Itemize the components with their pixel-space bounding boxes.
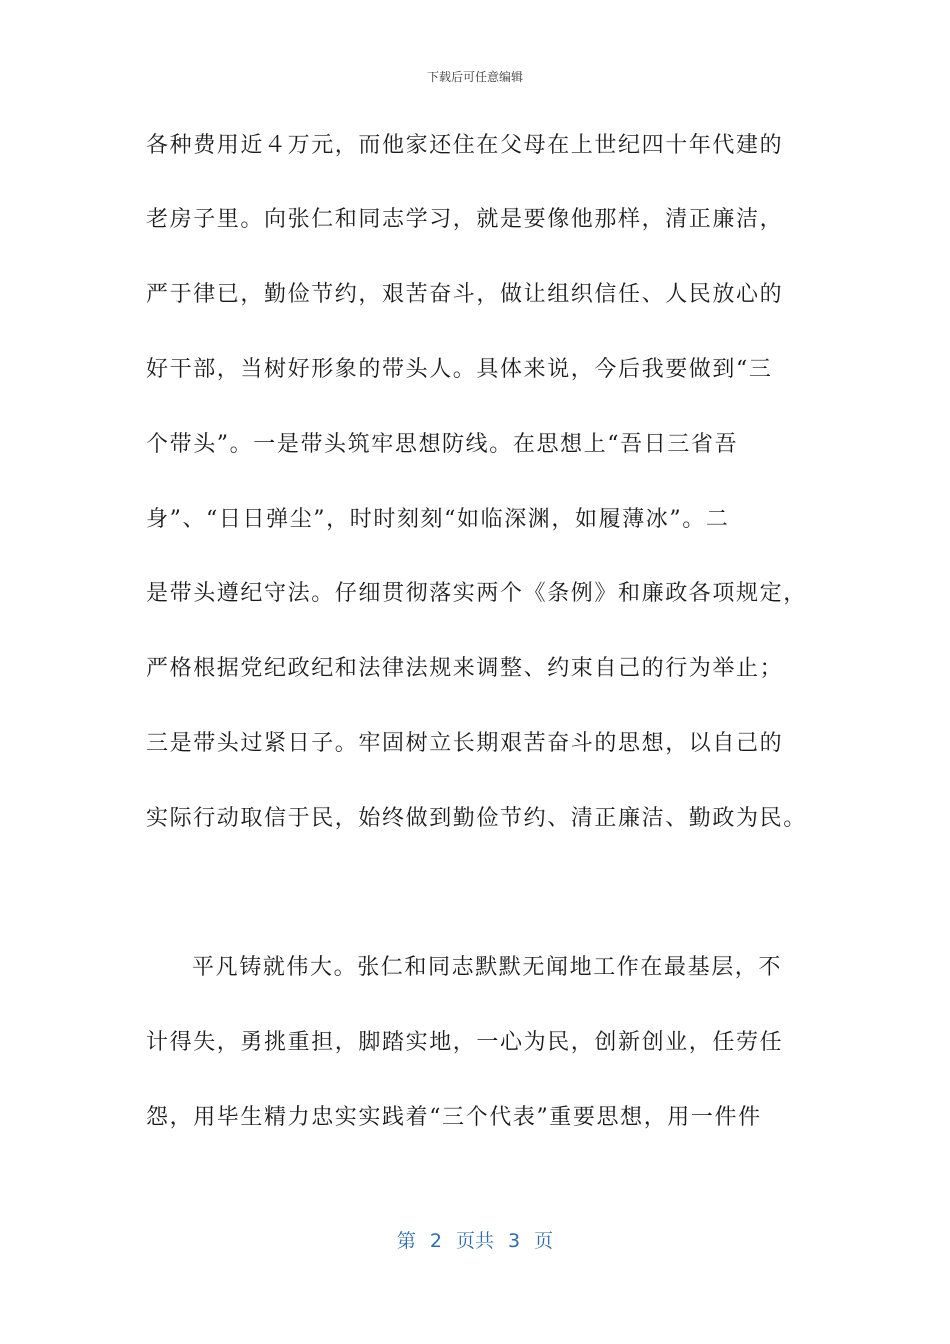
paragraph-line: 三是带头过紧日子。牢固树立长期艰苦奋斗的思想，以自己的 <box>146 731 784 756</box>
page-label-suffix: 页 <box>534 1230 554 1252</box>
paragraph-line: 怨，用毕生精力忠实实践着“三个代表”重要思想，用一件件 <box>146 1105 762 1130</box>
paragraph-line: 各种费用近４万元，而他家还住在父母在上世纪四十年代建的 <box>146 133 784 158</box>
paragraph-line: 老房子里。向张仁和同志学习，就是要像他那样，清正廉洁， <box>146 207 784 232</box>
header-note: 下载后可任意编辑 <box>426 70 523 84</box>
paragraph-line: 身”、“日日弹尘”，时时刻刻“如临深渊，如履薄冰”。二 <box>146 507 730 532</box>
paragraph-line: 严于律已，勤俭节约，艰苦奋斗，做让组织信任、人民放心的 <box>146 282 784 307</box>
page-label-mid: 页共 <box>455 1230 494 1252</box>
current-page-number: 2 <box>429 1230 442 1252</box>
paragraph-line: 是带头遵纪守法。仔细贯彻落实两个《条例》和廉政各项规定， <box>146 581 807 606</box>
paragraph-line: 好干部，当树好形象的带头人。具体来说，今后我要做到“三 <box>146 357 773 382</box>
total-page-number: 3 <box>508 1230 521 1252</box>
page-footer <box>0 1226 950 1253</box>
paragraph-line: 严格根据党纪政纪和法律法规来调整、约束自己的行为举止； <box>146 656 784 681</box>
paragraph-line: 计得失，勇挑重担，脚踏实地，一心为民，创新创业，任劳任 <box>146 1030 784 1055</box>
paragraph-line: 平凡铸就伟大。张仁和同志默默无闻地工作在最基层，不 <box>192 955 783 980</box>
paragraph-line: 实际行动取信于民，始终做到勤俭节约、清正廉洁、勤政为民。 <box>146 806 807 831</box>
page-label-prefix: 第 <box>396 1230 416 1252</box>
paragraph-line: 个带头”。一是带头筑牢思想防线。在思想上“吾日三省吾 <box>146 432 739 457</box>
